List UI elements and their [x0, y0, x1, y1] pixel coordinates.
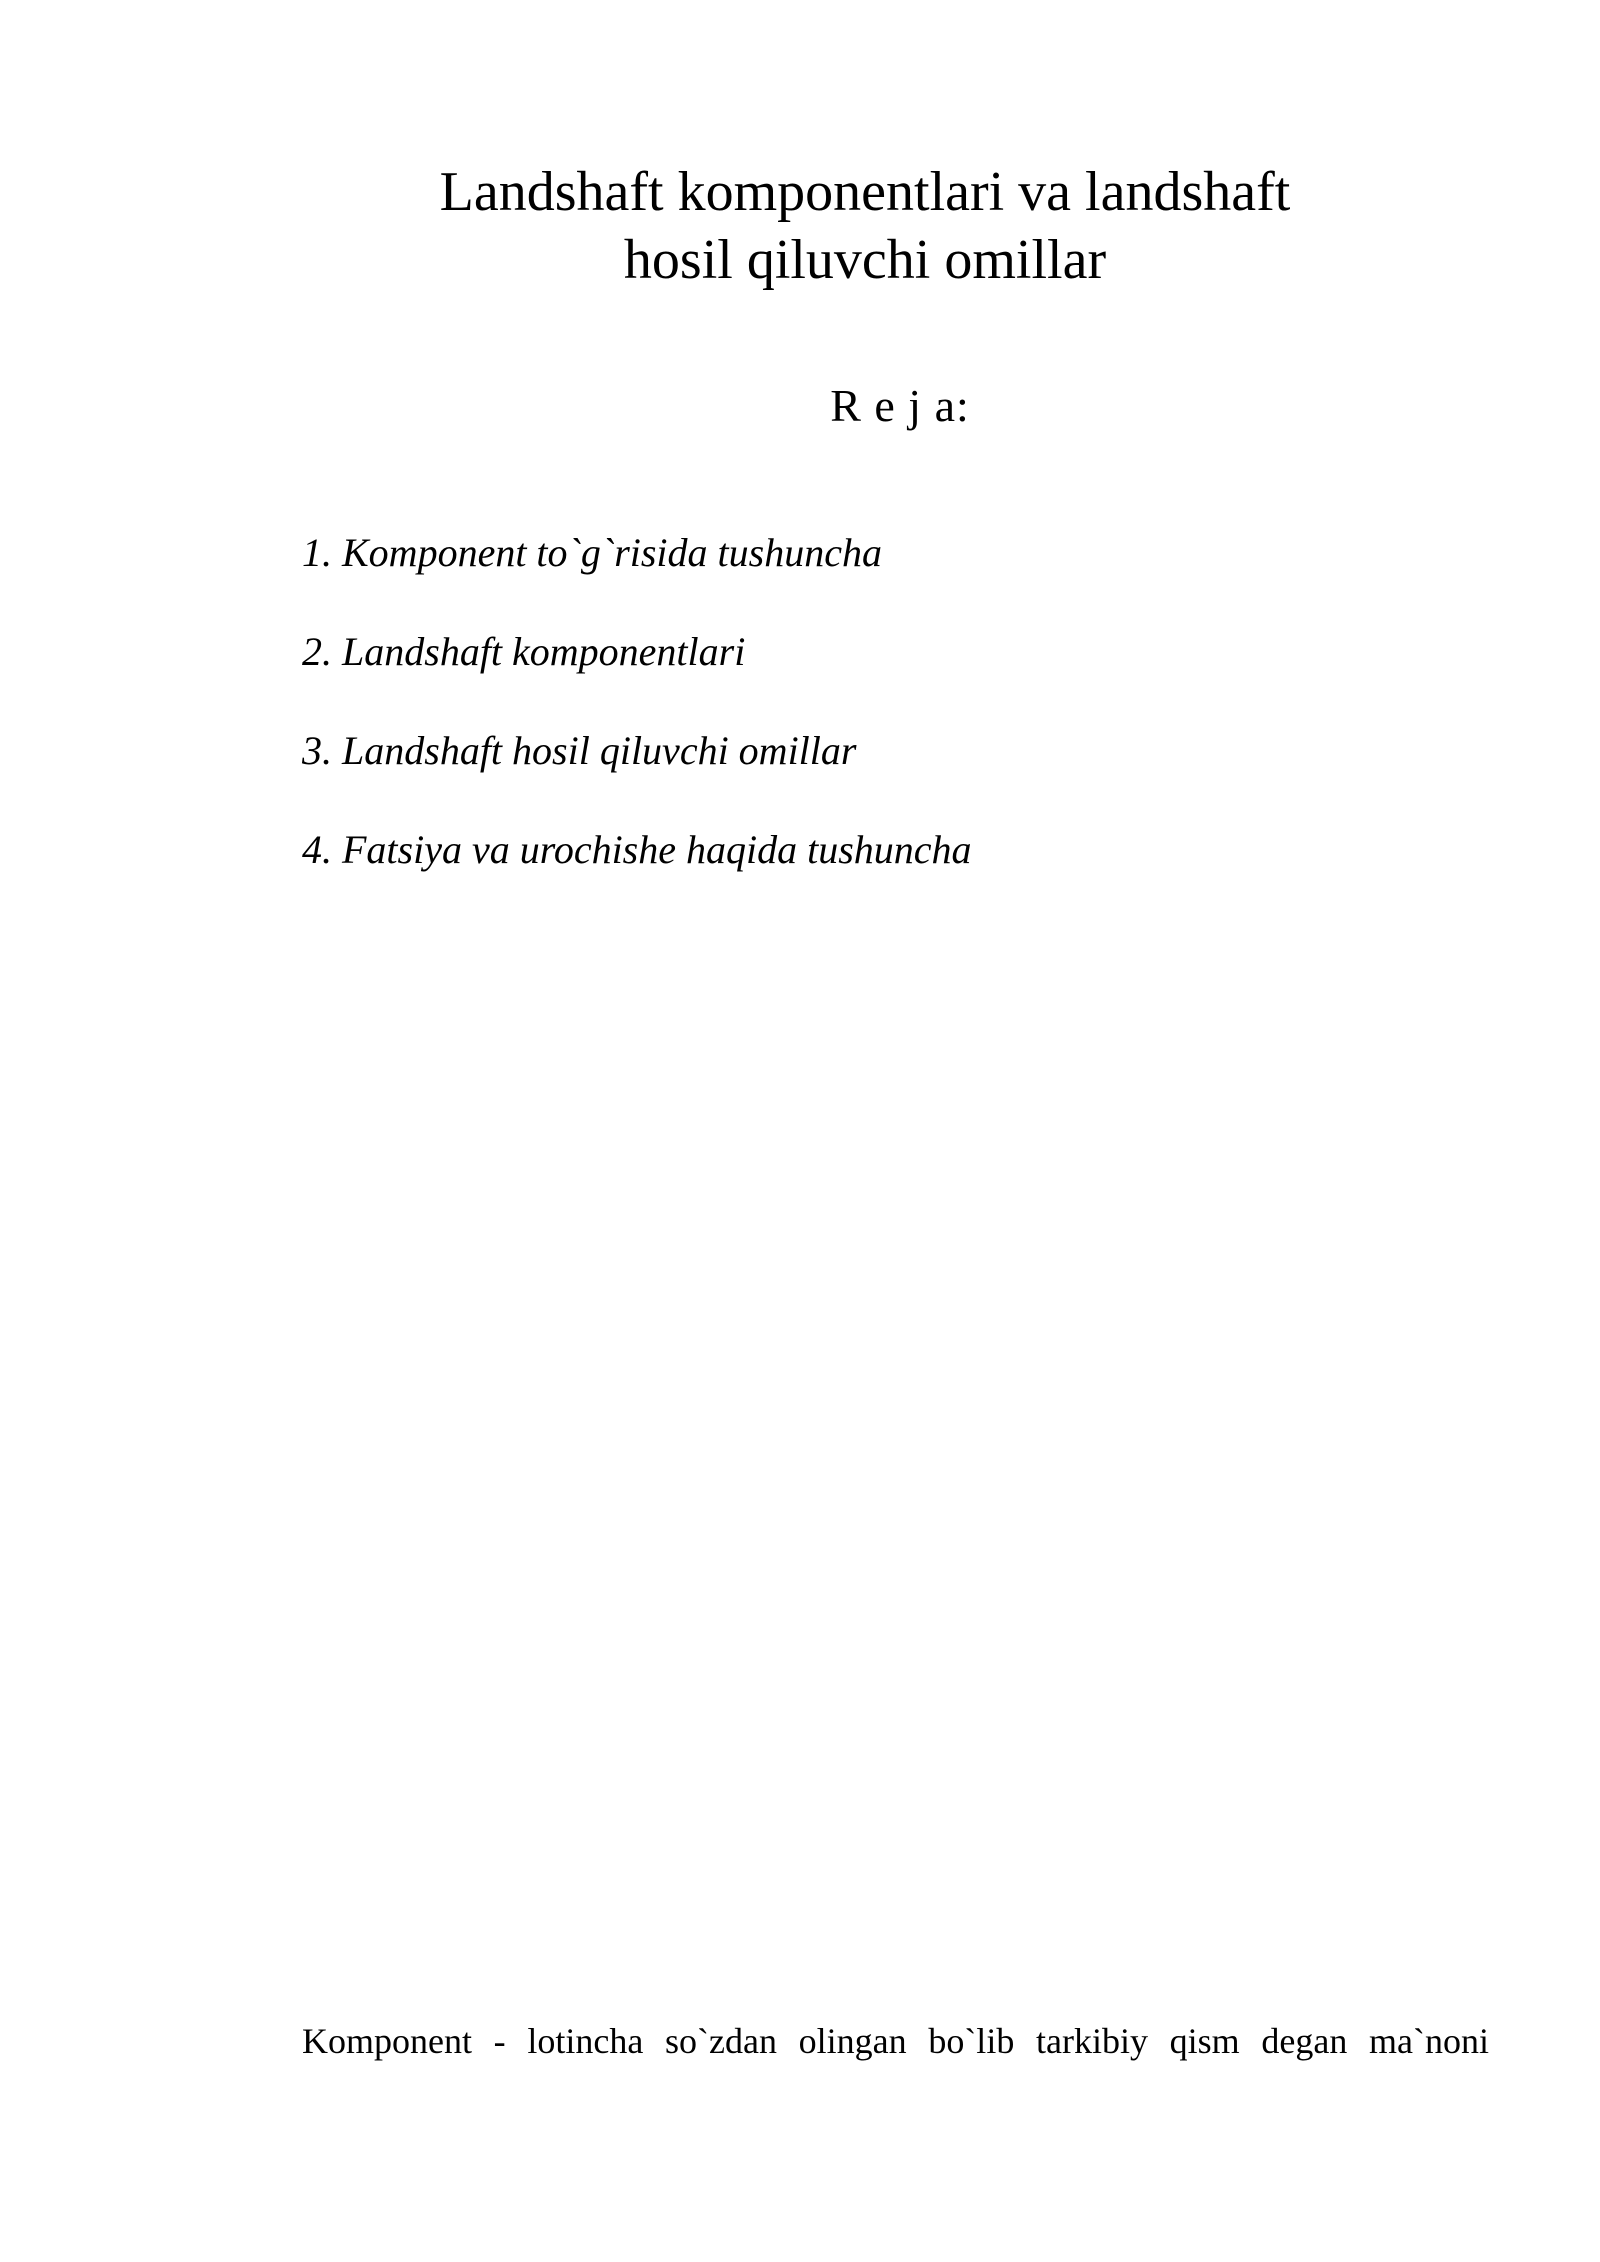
plan-item: 4. Fatsiya va urochishe haqida tushuncha — [302, 827, 972, 872]
document-title-line-2: hosil qiluvchi omillar — [623, 229, 1107, 291]
plan-heading: R e j a: — [830, 380, 970, 431]
body-paragraph-line: Komponent - lotincha so`zdan olingan bo`lib tarkibiy qism degan ma`noni — [302, 2021, 1489, 2061]
plan-item: 2. Landshaft komponentlari — [302, 629, 746, 674]
plan-item: 1. Komponent to`g`risida tushuncha — [302, 530, 882, 575]
document-title-line-1: Landshaft komponentlari va landshaft — [439, 161, 1291, 223]
plan-item: 3. Landshaft hosil qiluvchi omillar — [302, 728, 857, 773]
plan-list — [302, 528, 972, 924]
